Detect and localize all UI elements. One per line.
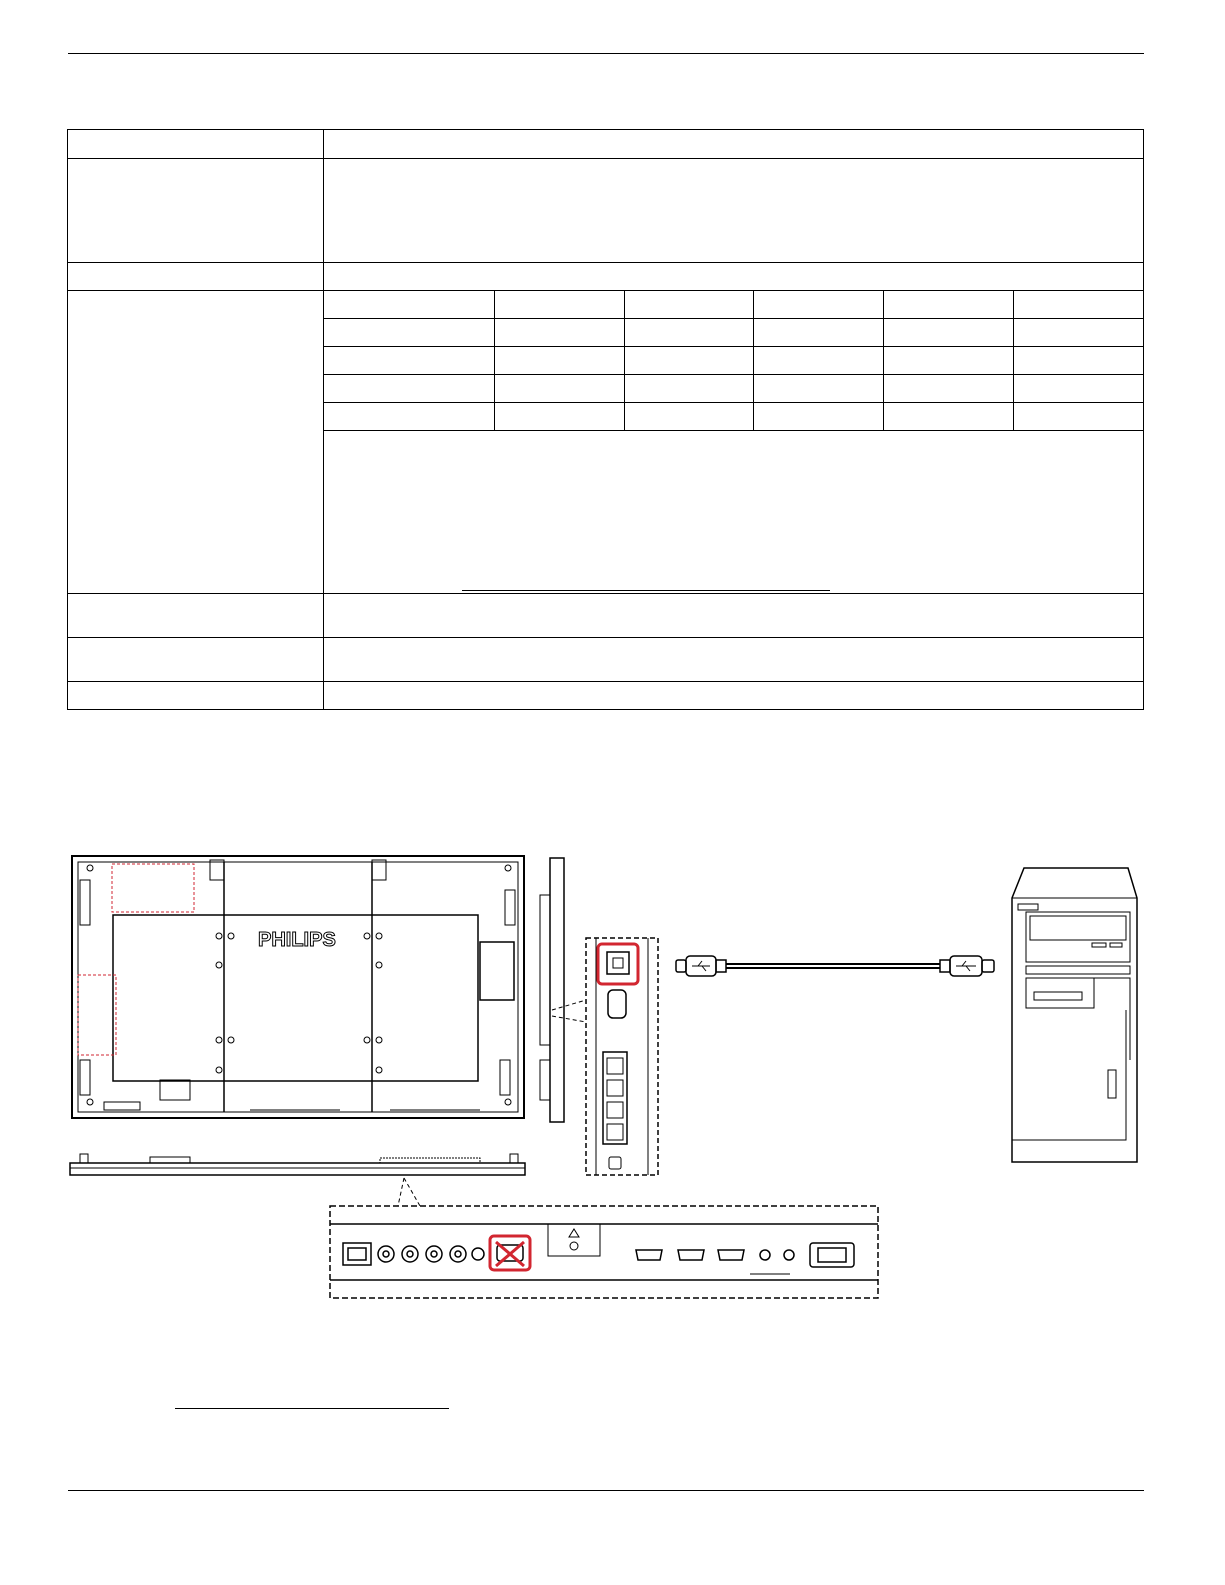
display-bottom-edge xyxy=(70,1154,525,1175)
hdmi-port-icon xyxy=(636,1250,744,1260)
zoom-leader-line xyxy=(404,1178,420,1206)
zoom-leader-line xyxy=(398,1178,404,1206)
usb-cable-icon xyxy=(676,956,994,976)
pc-tower-icon xyxy=(1012,868,1137,1162)
crossed-out-port-icon xyxy=(490,1236,530,1270)
display-back-panel-icon xyxy=(72,856,524,1118)
hyperlink-underline[interactable] xyxy=(175,1408,449,1409)
rca-port-icon xyxy=(378,1246,484,1262)
brand-label: PHILIPS xyxy=(258,929,336,951)
dvi-port-icon xyxy=(810,1243,854,1267)
audio-jack-icon xyxy=(760,1250,794,1260)
usb-symbol-icon xyxy=(692,961,976,971)
rs232-port-icon xyxy=(608,990,626,1018)
footer-rule xyxy=(68,1490,1144,1491)
rj45-port-icon xyxy=(343,1243,371,1265)
zoom-leader-line xyxy=(552,1016,586,1022)
warning-triangle-icon xyxy=(569,1229,579,1250)
usb-port-icon xyxy=(598,944,638,984)
zoom-leader-line xyxy=(552,1000,586,1010)
display-side-profile xyxy=(540,858,564,1122)
